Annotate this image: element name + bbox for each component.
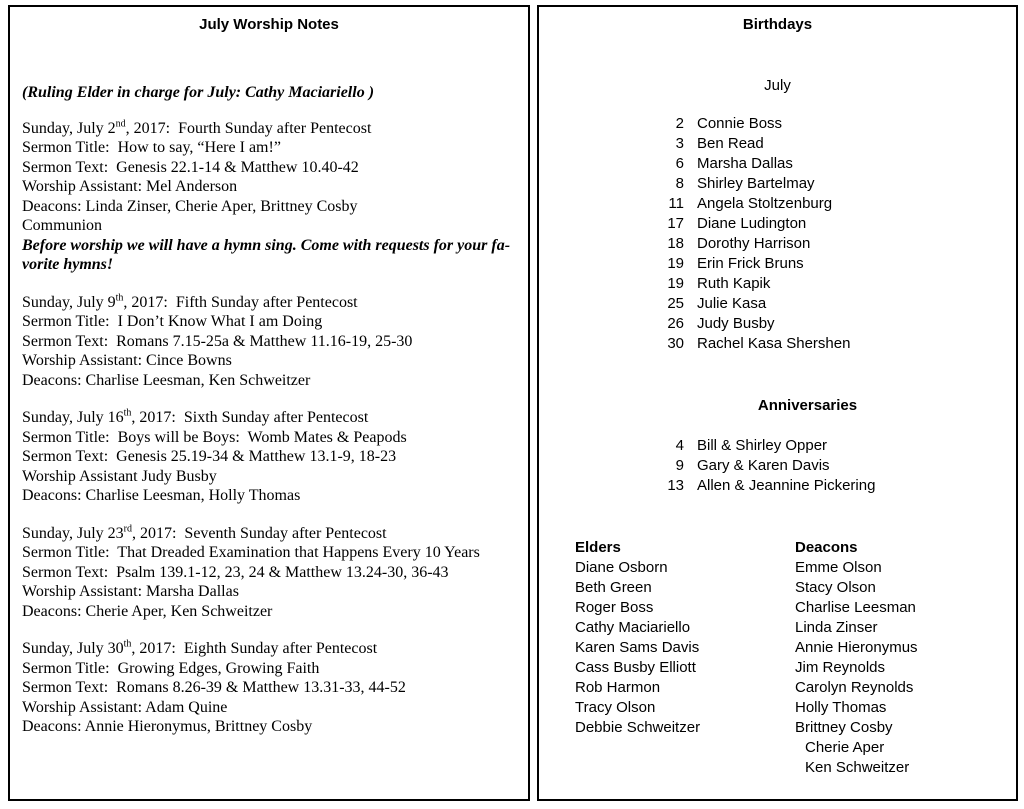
ordinal-suffix: th bbox=[123, 407, 132, 419]
service-date-text: , 2017: Eighth Sunday after Pentecost bbox=[131, 640, 378, 657]
service-entry bbox=[22, 639, 516, 737]
birthday-name: Angela Stoltzenburg bbox=[697, 195, 833, 212]
elder-name: Karen Sams Davis bbox=[575, 639, 700, 656]
worship-notes-title: July Worship Notes bbox=[199, 16, 339, 33]
anniversary-day: 13 bbox=[667, 477, 684, 494]
deacons-list bbox=[795, 558, 918, 738]
birthday-list bbox=[654, 114, 1016, 354]
elders-list bbox=[575, 558, 795, 738]
service-date-text: , 2017: Fourth Sunday after Pentecost bbox=[125, 119, 372, 137]
birthday-day: 6 bbox=[675, 155, 684, 172]
elder-name: Tracy Olson bbox=[575, 699, 656, 716]
birthday-row bbox=[654, 134, 1016, 154]
birthday-row bbox=[654, 314, 1016, 334]
birthday-name: Diane Ludington bbox=[697, 215, 807, 232]
birthday-name: Judy Busby bbox=[697, 315, 775, 332]
deacon-name: Ken Schweitzer bbox=[805, 759, 910, 776]
birthday-row bbox=[654, 154, 1016, 174]
service-detail-line: Worship Assistant Judy Busby bbox=[22, 467, 217, 485]
birthday-day: 26 bbox=[667, 315, 684, 332]
deacon-name: Jim Reynolds bbox=[795, 659, 886, 676]
anniversary-name: Gary & Karen Davis bbox=[697, 457, 830, 474]
anniversary-row bbox=[654, 436, 1016, 456]
anniversaries-title: Anniversaries bbox=[757, 397, 858, 414]
birthday-day: 25 bbox=[667, 295, 684, 312]
deacon-name: Annie Hieronymus bbox=[795, 639, 918, 656]
anniversary-day: 9 bbox=[675, 457, 684, 474]
birthday-name: Connie Boss bbox=[697, 115, 783, 132]
deacon-name: Charlise Leesman bbox=[795, 599, 916, 616]
deacon-name: Linda Zinser bbox=[795, 619, 878, 636]
service-details bbox=[22, 428, 516, 506]
deacon-name: Carolyn Reynolds bbox=[795, 679, 914, 696]
service-date-text: Sunday, July 9 bbox=[22, 293, 116, 311]
service-detail-line: Deacons: Charlise Leesman, Holly Thomas bbox=[22, 487, 301, 504]
birthdays-title: Birthdays bbox=[742, 16, 813, 33]
service-details bbox=[22, 312, 516, 390]
service-details bbox=[22, 543, 516, 621]
service-date-line bbox=[22, 639, 516, 659]
deacon-name: Stacy Olson bbox=[795, 579, 876, 596]
service-details bbox=[22, 659, 516, 737]
service-note-line: Before worship we will have a hymn sing. Come with requests for your fa- bbox=[22, 236, 511, 254]
ordinal-suffix: th bbox=[115, 292, 124, 304]
service-date-text: Sunday, July 16 bbox=[22, 409, 124, 426]
service-detail-line: Sermon Title: Boys will be Boys: Womb Mates & Peapods bbox=[22, 428, 407, 446]
elder-name: Diane Osborn bbox=[575, 559, 668, 576]
deacons-column bbox=[795, 538, 918, 778]
birthday-row bbox=[654, 234, 1016, 254]
service-detail-line: Sermon Title: Growing Edges, Growing Faith bbox=[22, 659, 320, 677]
birthday-row bbox=[654, 214, 1016, 234]
service-date-text: , 2017: Seventh Sunday after Pentecost bbox=[131, 524, 387, 542]
ordinal-suffix: nd bbox=[115, 118, 126, 130]
birthday-name: Marsha Dallas bbox=[697, 155, 793, 172]
service-date-line bbox=[22, 293, 516, 313]
anniversary-name: Allen & Jeannine Pickering bbox=[697, 477, 876, 494]
ruling-elder-note: (Ruling Elder in charge for July: Cathy Maciariello ) bbox=[22, 84, 375, 101]
birthday-name: Julie Kasa bbox=[697, 295, 767, 312]
service-date-line bbox=[22, 119, 516, 139]
service-date-line bbox=[22, 408, 516, 428]
service-detail-line: Sermon Title: I Don’t Know What I am Doing bbox=[22, 313, 323, 330]
service-note bbox=[22, 236, 516, 275]
service-detail-line: Deacons: Charlise Leesman, Ken Schweitzer bbox=[22, 371, 311, 389]
service-detail-line: Sermon Title: That Dreaded Examination that Happens Every 10 Years bbox=[22, 544, 480, 561]
service-detail-line: Worship Assistant: Cince Bowns bbox=[22, 352, 232, 369]
service-detail-line: Deacons: Cherie Aper, Ken Schweitzer bbox=[22, 602, 273, 620]
service-detail-line: Sermon Text: Genesis 25.19-34 & Matthew 13.1-9, 18-23 bbox=[22, 448, 397, 465]
service-entry bbox=[22, 119, 516, 275]
service-detail-line: Worship Assistant: Marsha Dallas bbox=[22, 583, 239, 600]
elder-name: Cass Busby Elliott bbox=[575, 659, 696, 676]
birthdays-month: July bbox=[764, 77, 791, 94]
anniversary-row bbox=[654, 456, 1016, 476]
birthday-name: Shirley Bartelmay bbox=[697, 175, 815, 192]
birthday-day: 2 bbox=[675, 115, 684, 132]
anniversary-name: Bill & Shirley Opper bbox=[697, 437, 828, 454]
deacon-name: Emme Olson bbox=[795, 559, 882, 576]
anniversary-list bbox=[654, 436, 1016, 496]
birthday-name: Ben Read bbox=[697, 135, 764, 152]
anniversary-day: 4 bbox=[675, 437, 684, 454]
service-detail-line: Sermon Text: Genesis 22.1-14 & Matthew 10.40-42 bbox=[22, 158, 359, 176]
anniversary-row bbox=[654, 476, 1016, 496]
birthday-row bbox=[654, 254, 1016, 274]
ordinal-suffix: rd bbox=[123, 523, 132, 535]
birthday-day: 18 bbox=[667, 235, 684, 252]
birthday-name: Rachel Kasa Shershen bbox=[697, 335, 851, 352]
elders-heading: Elders bbox=[575, 539, 621, 556]
deacons-list-indented bbox=[795, 738, 918, 778]
service-date-text: Sunday, July 2 bbox=[22, 119, 116, 137]
service-detail-line: Communion bbox=[22, 217, 103, 234]
birthday-day: 17 bbox=[667, 215, 684, 232]
birthday-name: Dorothy Harrison bbox=[697, 235, 811, 252]
service-detail-line: Sermon Text: Romans 8.26-39 & Matthew 13.31-33, 44-52 bbox=[22, 679, 406, 696]
service-date-text: , 2017: Fifth Sunday after Pentecost bbox=[123, 293, 358, 311]
elders-column bbox=[575, 538, 795, 778]
birthday-row bbox=[654, 114, 1016, 134]
deacon-name: Cherie Aper bbox=[805, 739, 885, 756]
service-detail-line: Sermon Text: Romans 7.15-25a & Matthew 11.16-19, 25-30 bbox=[22, 332, 413, 350]
service-detail-line: Deacons: Linda Zinser, Cherie Aper, Brittney Cosby bbox=[22, 197, 358, 215]
birthday-day: 3 bbox=[675, 135, 684, 152]
service-date-line bbox=[22, 524, 516, 544]
service-detail-line: Sermon Text: Psalm 139.1-12, 23, 24 & Matthew 13.24-30, 36-43 bbox=[22, 563, 449, 581]
leadership-columns bbox=[575, 538, 1016, 778]
service-detail-line: Worship Assistant: Adam Quine bbox=[22, 698, 228, 716]
service-date-text: , 2017: Sixth Sunday after Pentecost bbox=[131, 409, 369, 426]
service-date-text: Sunday, July 30 bbox=[22, 640, 124, 657]
elder-name: Debbie Schweitzer bbox=[575, 719, 701, 736]
birthday-day: 30 bbox=[667, 335, 684, 352]
service-date-text: Sunday, July 23 bbox=[22, 524, 124, 542]
birthday-day: 8 bbox=[675, 175, 684, 192]
birthday-row bbox=[654, 294, 1016, 314]
service-entry bbox=[22, 408, 516, 506]
service-entry bbox=[22, 524, 516, 622]
birthday-row bbox=[654, 194, 1016, 214]
deacon-name: Brittney Cosby bbox=[795, 719, 893, 736]
service-detail-line: Sermon Title: How to say, “Here I am!” bbox=[22, 139, 281, 156]
elder-name: Roger Boss bbox=[575, 599, 654, 616]
deacon-name: Holly Thomas bbox=[795, 699, 887, 716]
elder-name: Cathy Maciariello bbox=[575, 619, 691, 636]
deacons-heading: Deacons bbox=[795, 539, 858, 556]
service-note-line: vorite hymns! bbox=[22, 256, 114, 273]
birthday-name: Ruth Kapik bbox=[697, 275, 771, 292]
elder-name: Beth Green bbox=[575, 579, 652, 596]
service-detail-line: Deacons: Annie Hieronymus, Brittney Cosby bbox=[22, 718, 313, 735]
elder-name: Rob Harmon bbox=[575, 679, 661, 696]
birthday-name: Erin Frick Bruns bbox=[697, 255, 804, 272]
ordinal-suffix: th bbox=[123, 638, 132, 650]
birthday-day: 19 bbox=[667, 255, 684, 272]
service-detail-line: Worship Assistant: Mel Anderson bbox=[22, 178, 238, 195]
worship-notes-panel bbox=[8, 5, 530, 801]
birthday-row bbox=[654, 274, 1016, 294]
service-details bbox=[22, 138, 516, 236]
birthday-row bbox=[654, 334, 1016, 354]
birthday-row bbox=[654, 174, 1016, 194]
birthdays-panel bbox=[537, 5, 1018, 801]
birthday-day: 11 bbox=[668, 195, 684, 212]
birthday-day: 19 bbox=[667, 275, 684, 292]
service-entry bbox=[22, 293, 516, 391]
